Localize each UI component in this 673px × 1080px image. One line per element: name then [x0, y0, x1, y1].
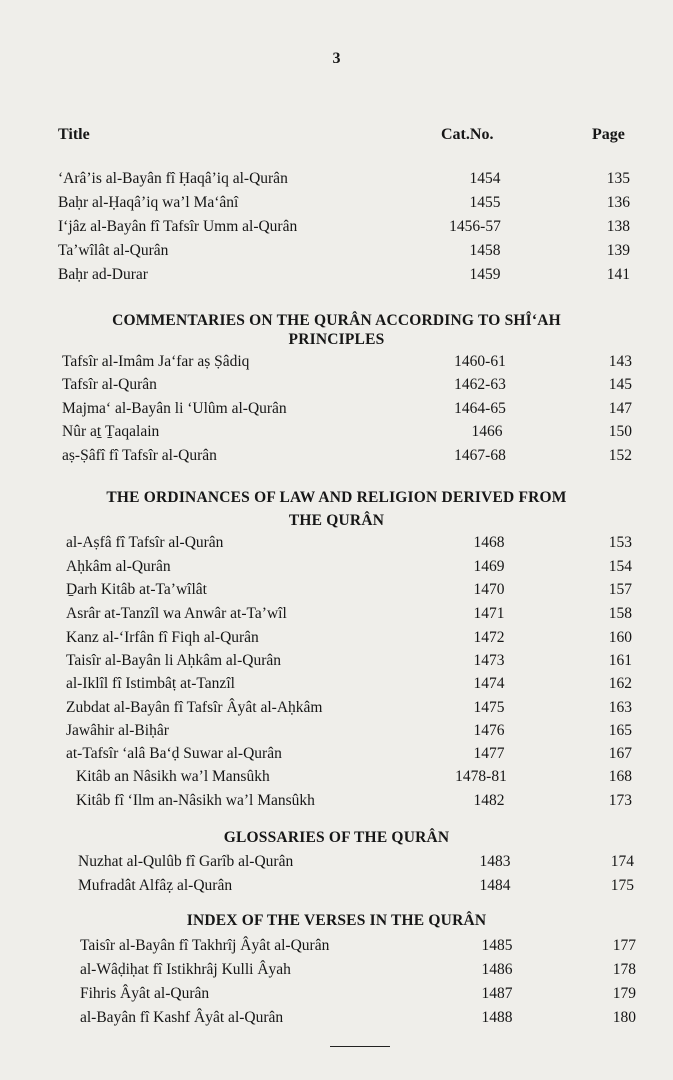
entry-page: 173 — [608, 792, 632, 809]
entry-page: 150 — [608, 423, 632, 440]
column-header-page: Page — [592, 126, 625, 143]
list-item — [0, 191, 673, 215]
entry-title: al-Wâḍiḥat fî Istikhrâj Kulli Âyah — [80, 961, 291, 978]
list-item — [0, 531, 673, 555]
entry-cat-no: 1460-61 — [454, 353, 506, 370]
section-heading: COMMENTARIES ON THE QURÂN ACCORDING TO SHÎ‘AH — [112, 312, 561, 329]
entry-page: 145 — [608, 376, 632, 393]
list-item — [0, 420, 673, 444]
entry-title: Jawâhir al-Biḥâr — [66, 722, 169, 739]
entry-cat-no: 1485 — [481, 937, 513, 954]
entry-title: Kanz al-‘Irfân fî Fiqh al-Qurân — [66, 629, 259, 646]
entry-cat-no: 1469 — [473, 558, 505, 575]
column-header-title: Title — [58, 126, 90, 143]
entry-page: 141 — [606, 266, 630, 283]
entry-cat-no: 1476 — [473, 722, 505, 739]
entry-page: 158 — [608, 605, 632, 622]
entry-page: 163 — [608, 699, 632, 716]
entry-cat-no: 1471 — [473, 605, 505, 622]
entry-cat-no: 1474 — [473, 675, 505, 692]
list-item — [0, 239, 673, 263]
entry-title: Kitâb an Nâsikh wa’l Mansûkh — [76, 768, 270, 785]
column-headers — [0, 126, 673, 146]
entry-page: 167 — [608, 745, 632, 762]
entry-cat-no: 1472 — [473, 629, 505, 646]
list-item — [0, 444, 673, 468]
list-item — [0, 649, 673, 673]
entry-title: Taisîr al-Bayân li Aḥkâm al-Qurân — [66, 652, 281, 669]
entry-title: Ḏarh Kitâb at-Ta’wîlât — [66, 581, 207, 598]
list-item — [0, 215, 673, 239]
column-header-cat-no: Cat.No. — [441, 126, 494, 143]
entry-title: Baḥr ad-Durar — [58, 266, 148, 283]
entry-page: 179 — [612, 985, 636, 1002]
entry-title: Zubdat al-Bayân fî Tafsîr Âyât al-Aḥkâm — [66, 699, 323, 716]
entry-cat-no: 1454 — [469, 170, 501, 187]
entry-cat-no: 1475 — [473, 699, 505, 716]
entry-title: Taisîr al-Bayân fî Takhrîj Âyât al-Qurân — [80, 937, 330, 954]
entry-page: 138 — [606, 218, 630, 235]
list-item — [0, 373, 673, 397]
entry-cat-no: 1455 — [469, 194, 501, 211]
entry-cat-no: 1458 — [469, 242, 501, 259]
entry-page: 143 — [608, 353, 632, 370]
entry-cat-no: 1478-81 — [455, 768, 507, 785]
entry-page: 136 — [606, 194, 630, 211]
entry-page: 168 — [608, 768, 632, 785]
list-item — [0, 350, 673, 374]
entry-title: Asrâr at-Tanzîl wa Anwâr at-Ta’wîl — [66, 605, 287, 622]
section-heading: INDEX OF THE VERSES IN THE QURÂN — [186, 912, 487, 929]
entry-title: al-Iklîl fî Istimbâṭ at-Tanzîl — [66, 675, 235, 692]
list-item — [0, 555, 673, 579]
entry-cat-no: 1477 — [473, 745, 505, 762]
list-item — [0, 672, 673, 696]
entry-page: 175 — [610, 877, 634, 894]
section-heading: GLOSSARIES OF THE QURÂN — [223, 829, 450, 846]
entry-page: 160 — [608, 629, 632, 646]
list-item — [0, 578, 673, 602]
list-item — [0, 602, 673, 626]
entry-title: al-Aṣfâ fî Tafsîr al-Qurân — [66, 534, 224, 551]
entry-title: Nuzhat al-Qulûb fî Garîb al-Qurân — [78, 853, 294, 870]
page-number: 3 — [332, 50, 341, 67]
list-item — [0, 1006, 673, 1030]
entry-cat-no: 1466 — [471, 423, 503, 440]
entry-title: Majma‘ al-Bayân li ‘Ulûm al-Qurân — [62, 400, 287, 417]
entry-page: 162 — [608, 675, 632, 692]
entry-title: Fihris Âyât al-Qurân — [80, 985, 210, 1002]
entry-title: ‘Arâ’is al-Bayân fî Ḥaqâ’iq al-Qurân — [58, 170, 288, 187]
entry-cat-no: 1467-68 — [454, 447, 506, 464]
entry-title: Tafsîr al-Qurân — [62, 376, 157, 393]
section-heading-line2: THE QURÂN — [288, 512, 385, 529]
end-divider — [330, 1046, 390, 1047]
entry-title: Aḥkâm al-Qurân — [66, 558, 171, 575]
entry-page: 139 — [606, 242, 630, 259]
list-item — [0, 934, 673, 958]
entry-cat-no: 1483 — [479, 853, 511, 870]
list-item — [0, 958, 673, 982]
entry-cat-no: 1482 — [473, 792, 505, 809]
list-item — [0, 626, 673, 650]
entry-title: Kitâb fî ‘Ilm an-Nâsikh wa’l Mansûkh — [76, 792, 315, 809]
entry-cat-no: 1464-65 — [454, 400, 506, 417]
entry-page: 174 — [610, 853, 634, 870]
entry-cat-no: 1456-57 — [449, 218, 501, 235]
entry-title: Ta’wîlât al-Qurân — [58, 242, 169, 259]
list-item — [0, 167, 673, 191]
entry-page: 152 — [608, 447, 632, 464]
list-item — [0, 765, 673, 789]
list-item — [0, 742, 673, 766]
list-item — [0, 982, 673, 1006]
entry-cat-no: 1488 — [481, 1009, 513, 1026]
entry-title: Tafsîr al-Imâm Ja‘far aṣ Ṣâdiq — [62, 353, 250, 370]
entry-title: Nûr aṯ Ṯaqalain — [62, 423, 160, 440]
entry-title: at-Tafsîr ‘alâ Ba‘ḍ Suwar al-Qurân — [66, 745, 282, 762]
entry-page: 165 — [608, 722, 632, 739]
list-item — [0, 719, 673, 743]
entry-title: aṣ-Ṣâfî fî Tafsîr al-Qurân — [62, 447, 217, 464]
entry-page: 161 — [608, 652, 632, 669]
entry-title: I‘jâz al-Bayân fî Tafsîr Umm al-Qurân — [58, 218, 298, 235]
entry-page: 157 — [608, 581, 632, 598]
list-item — [0, 696, 673, 720]
entry-page: 154 — [608, 558, 632, 575]
entry-cat-no: 1473 — [473, 652, 505, 669]
list-item — [0, 850, 673, 874]
entry-cat-no: 1484 — [479, 877, 511, 894]
entry-cat-no: 1468 — [473, 534, 505, 551]
entry-title: al-Bayân fî Kashf Âyât al-Qurân — [80, 1009, 284, 1026]
entry-cat-no: 1486 — [481, 961, 513, 978]
entry-cat-no: 1462-63 — [454, 376, 506, 393]
entry-cat-no: 1487 — [481, 985, 513, 1002]
entry-page: 135 — [606, 170, 630, 187]
section-heading: THE ORDINANCES OF LAW AND RELIGION DERIVED FROM — [106, 489, 567, 506]
list-item — [0, 874, 673, 898]
entry-page: 153 — [608, 534, 632, 551]
entry-page: 178 — [612, 961, 636, 978]
section-heading-line2: PRINCIPLES — [288, 331, 385, 348]
entry-cat-no: 1470 — [473, 581, 505, 598]
entry-page: 177 — [612, 937, 636, 954]
entry-title: Baḥr al-Ḥaqâ’iq wa’l Ma‘ânî — [58, 194, 239, 211]
list-item — [0, 789, 673, 813]
list-item — [0, 397, 673, 421]
entry-page: 180 — [612, 1009, 636, 1026]
list-item — [0, 263, 673, 287]
entry-cat-no: 1459 — [469, 266, 501, 283]
entry-title: Mufradât Alfâẓ al-Qurân — [78, 877, 233, 894]
entry-page: 147 — [608, 400, 632, 417]
